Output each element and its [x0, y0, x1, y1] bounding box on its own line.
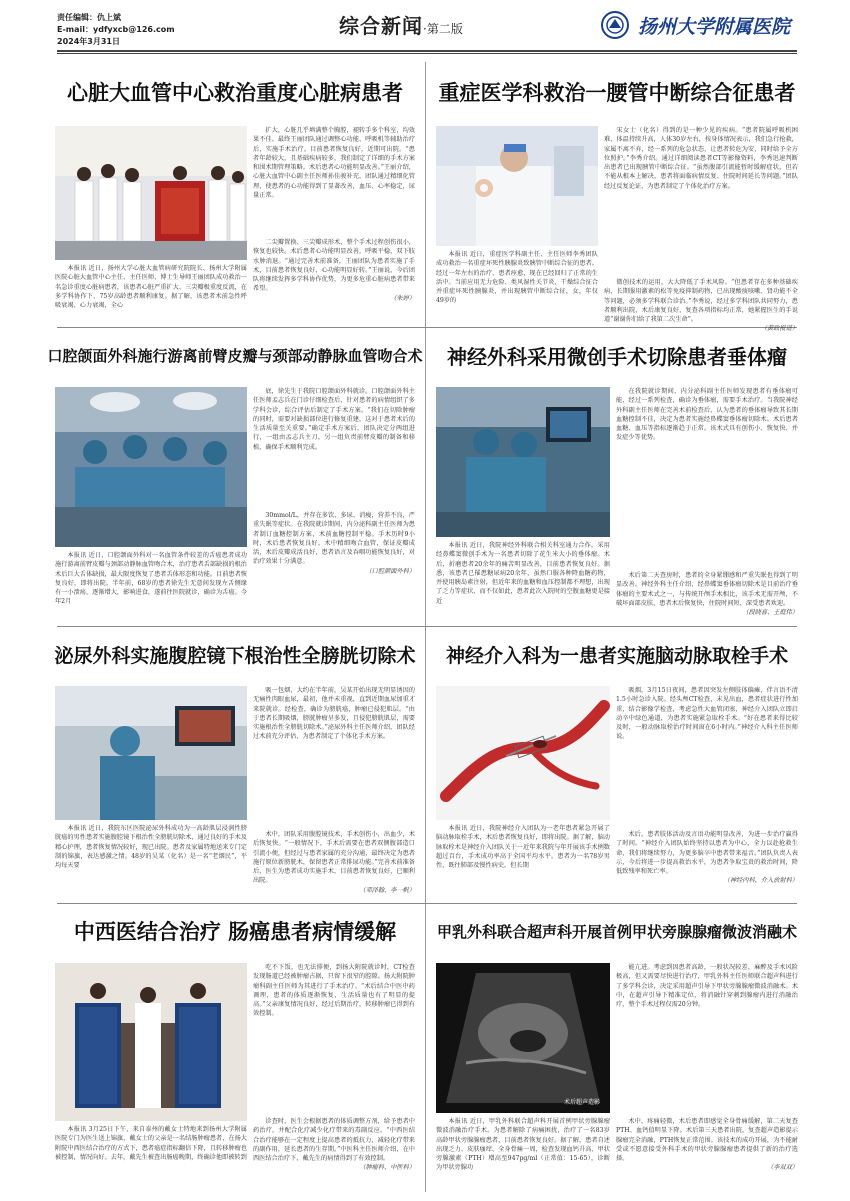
byline: （邓泽翰、李一帆）: [359, 886, 415, 894]
article-text-col: 本报讯 近日，扬州大学心脏大血管病研究院院长、扬州大学附属医院心脏大血管中心主任、主任医师、博士生导师王丽团队成功救治一名急诊重度心脏病患者，该患者心脏严重扩大、三尖瓣极重度反流，在多学科协作下，75岁高龄患者顺利康复。据了解，该患者术前急性呼吸衰竭、心力衰竭，全心: [55, 265, 247, 310]
article-heart-center: [55, 72, 415, 322]
article-text-col: 吸一包烟，大约在半年前，吴某开始出现无明显诱因的无痛性肉眼血尿，最初，他并未重视，直到近期血尿加重才来院就诊。经检查，确诊为膀胱癌，肿瘤已侵犯肌层。“由于患者长期吸烟，膀胱肿瘤呈多发，且侵犯膀胱肌层，需要实施根治性全膀胱切除术。”泌尿外科主任医师介绍，团队经过术前充分评估，为患者制定了个体化手术方案。: [253, 687, 415, 741]
article-photo: [55, 963, 247, 1121]
surgery-photo-icon: [55, 387, 247, 547]
byline: （李双双）: [767, 1164, 798, 1172]
byline: （朱婷）: [390, 294, 415, 302]
headline: 神经介入科为一患者实施脑动脉取栓手术: [445, 644, 788, 667]
article-text-col: 本报讯 近日，我院东区医院泌尿外科成功为一高龄肌层浸润性膀胱癌的男性患者实施腹腔镜下根治性全膀胱切除术，通过良好的手术及精心护理，患者恢复情况较好，现已出院。患者及家属特地送来专门定制的锦旗，表达感激之情。48岁的吴某（化名）是一名“老烟民”，平均每天要: [55, 825, 247, 870]
ultrasound-image-icon: [436, 963, 610, 1113]
article-photo: [436, 963, 610, 1113]
paper-logo: [600, 8, 790, 42]
headline: 甲乳外科联合超声科开展首例甲状旁腺腺瘤微波消融术: [436, 922, 797, 941]
headline: 神经外科采用微创手术切除患者垂体瘤: [447, 344, 787, 369]
paper-name: 扬州大学附属医院: [638, 15, 791, 38]
article-oral-surgery: [47, 335, 423, 623]
laparoscopy-photo-icon: [55, 686, 247, 820]
article-photo: [436, 387, 610, 537]
article-text-col: 术中，疼痛轻微，术后患者即感觉全身骨痛缓解，第二天复查PTH、血钙值明显下降。术后第三天患者出院，复查超声造影提示腺瘤完全消融，PTH恢复正常范围。该技术的成功开展，为不能耐受或不愿意接受外科手术的甲状旁腺腺瘤患者提供了新的治疗选择。 （李双双）: [616, 1118, 798, 1172]
byline: （神经内科、介入放射科）: [723, 877, 798, 885]
article-photo: [55, 686, 247, 820]
masthead-rule-thin: [57, 53, 797, 54]
article-text-col: 二尖瓣置换、三尖瓣成形术，整个手术过程创伤很小，恢复也较快。术后患者心功能明显改善，呼吸平稳，双下肢水肿消退。“通过完善术前准备，王丽团队为患者实施了手术，目前患者恢复良好，心功能明显好转。”王丽说，今后团队将继续发挥多学科协作优势，为更多危重心脏病患者带来希望。 （朱婷）: [253, 239, 415, 302]
article-photo: [436, 686, 610, 820]
article-photo: [55, 126, 247, 260]
section-title: 综合新闻·第二版: [339, 14, 463, 38]
masthead-info: [57, 12, 175, 48]
article-text-col: 诊查时，医生会根据患者的体质调整方剂，给予患者中药治疗，并配合化疗减少化疗带来的毒副反应。“中西医结合治疗能够在一定程度上提高患者的抵抗力，减轻化疗带来的副作用，延长患者的生存期。”中医科主任医师介绍，在中西医结合治疗下，戴先生的病情得到了有效控制。 （肿瘤科、中医科）: [253, 1118, 415, 1172]
photo-caption: 术后超声造影: [563, 1099, 600, 1106]
article-text-col: 宋女士（化名）得到的是一种少见的疾病。“患者院属呼吸机困难，体温持续升高，人体30岁左右，按身体情况表示，我们急行抢救，家属不离不弃，经一系列的危急状态，让患者转危为安，同时给予全方位照护。”李秀介绍。通过详细阅读患者CT等影像资料，李秀迅速判断出患者已出现胰管中断综合征。“虽然腹部引流能暂时缓解症状，但若不能从根本上解决，患者将面临病情反复、住院时间延长等问题。”团队经过反复论证，为患者制定了个体化治疗方案。: [604, 127, 798, 190]
headline: 中西医结合治疗 肠癌患者病情缓解: [73, 920, 397, 944]
article-text-col: 底，徐先生于我院口腔颌面外科就诊。口腔颌面外科主任医师孟志兵在门诊仔细检查后，针对患者的病情组织了多学科会诊，综合评估后制定了手术方案。“我们在切除肿瘤的同时，需要对缺损部位进行修复重建，这对于患者术后的生活质量至关重要。”确定手术方案后，团队决定分两组进行，一组由孟志兵主刀，另一组负责前臂皮瓣的制备和移植，确保手术顺利完成。: [253, 388, 415, 451]
byline: （段晓喜、王庭伟）: [742, 609, 798, 617]
article-text-col: 术后第二天查房时，患者的全身紧绷感和严重失眠也得到了明显改善。神经外科主任介绍，经鼻蝶窦垂体瘤切除术是目前治疗垂体瘤的主要术式之一，与传统开颅手术相比，该手术无需开颅，不破坏面部皮肤，患者术后恢复快，住院时间短，深受患者欢迎。 （段晓喜、王庭伟）: [616, 572, 798, 617]
headline: 口腔颌面外科施行游离前臂皮瓣与颈部动静脉血管吻合术: [47, 346, 423, 365]
article-text-col: 能亢进。考虑到因患者高龄，一般状况较差，麻醉及手术风险极高，但又需要尽快进行治疗，甲乳外科主任医师联合超声科进行了多学科会诊，决定采用超声引导下甲状旁腺腺瘤微波消融术。术中，在超声引导下精准定位，将消融针穿刺到腺瘤内进行消融治疗，整个手术过程仅需20分钟。: [616, 964, 798, 1009]
date-line: 2024年3月31日: [57, 37, 120, 46]
article-text-col: 微创技术的运用，大大降低了手术风险。“但患者存在多种基础疾病，长期服用激素的松等免疫抑制药物，已出现酸痰咳嗽、肾功能不全等问题，必须多学科联合诊治。”李秀说，经过多学科团队共同努力，患者顺利出院，术后康复良好，复查各项指标均正常，她紧握医生的手说道“谢谢你们给了我第二次生命”。 （黄政报道）: [604, 279, 798, 333]
article-text-col: 30mmol/L，并存在多饮、多尿、消瘦，营养不良，严重失眠等症状。在我院就诊期间，内分泌科副主任医师为患者制订血糖控制方案，术前血糖控制平稳。手术历时9小时，术后患者恢复良好。术中精细吻合血管，保证皮瓣成活，术后皮瓣成活良好，患者语言及吞咽功能恢复良好，对治疗效果十分满意。 （口腔颌面外科）: [253, 512, 415, 575]
masthead-rule: [57, 50, 797, 52]
article-neurosurgery: [436, 335, 798, 623]
article-text-col: 术中，团队采用腹腔镜技术，手术创伤小，出血少，术后恢复快。“一般情况下，手术后需要在患者双侧腹部造口引流小便，但经过与患者家属的充分沟通，最终决定为患者施行原位新膀胱术，保留患者正常排尿功能。”完善术前准备后，医生为患者成功实施手术，目前患者恢复良好，已顺利出院。 （邓泽翰、李一帆）: [253, 831, 415, 894]
article-thyroid-ablation: [436, 911, 798, 1193]
article-neurointervention: [436, 634, 798, 900]
banner-presentation-photo-icon: [55, 963, 247, 1121]
article-tcm-oncology: [55, 911, 415, 1193]
article-text-col: 吸烟，3月15日夜间，患者因突发左侧肢体偏瘫，伴言语不清1.5小时急诊入院。经头颅CT检查，未见出血，患者症状进行性加重，结合影像学检查，考虑急性大血管闭塞，神经介入团队立即启动卒中绿色通道，为患者实施紧急取栓手术。“好在患者来得比较及时，一般动脉取栓治疗时间窗在6小时内。”神经介入科主任医师说。: [616, 687, 798, 741]
byline: （肿瘤科、中医科）: [359, 1164, 415, 1172]
article-text-col: 吃不下饭，也无法排便，到扬大附院就诊时，CT检查发现肠道已经被肿瘤占据，只留下很窄的腔隙。扬大附院肿瘤科副主任医师为其进行了手术治疗。“术后结合中医中药调理，患者的体质逐渐恢复，生活质量也有了明显的提高。”父亲康复情况良好，经过后期治疗，转移肿瘤已得到有效控制。: [253, 964, 415, 1018]
article-text-col: 术后，患者肢体活动及言语功能明显改善，为进一步治疗赢得了时间。“神经介入团队始终坚持以患者为中心，全力以赴抢救生命，我们将继续努力，为更多脑卒中患者带来福音。”团队负责人表示，今后将进一步提高救治水平，为患者争取宝贵的救治时间，降低致残率和死亡率。 （神经内科、介入放射科）: [616, 831, 798, 885]
article-urology: [55, 634, 415, 900]
article-text-col: 本报讯 近日，口腔颌面外科对一名血管条件较差的舌癌患者成功施行游离前臂皮瓣与颈部动静脉血管吻合术，治疗患者舌部缺损的根治术后巨大舌体缺损，最大限度恢复了患者舌体形态和功能。目前患者恢复良好，即将出院。半年前，68岁的患者徐先生无意间发现左舌侧缘有一小溃疡，逐渐增大，影响进食，遂前往医院就诊，确诊为舌癌。今年2月: [55, 552, 247, 606]
email-line: E-mail：ydfyxcb@126.com: [57, 25, 175, 34]
article-icu: [436, 72, 798, 333]
article-text-col: 本报讯 3月25日下午，来自泰州的戴女士特地来到扬州大学附属医院专门为医生送上锦旗，戴女士的父亲是一名结肠肿瘤患者，在扬大附院中西医结合治疗的方式下，患者癌症指标翻倍下降，且转移肿瘤也被控制，情况向好。去年，戴先生被查出肠癌晚期，终确诊他即被转到: [55, 1126, 247, 1161]
ok-gesture-photo-icon: [436, 126, 598, 246]
article-text-col: 本报讯 近日，我院神经介入团队为一老年患者紧急开展了脑动脉取栓手术，术后患者恢复良好，即将出院。据了解，脑动脉取栓术是神经介入团队关于一近年来我院与年开展该手术例数超过百台，手术成功率高于全国平均水平。患者为一名78岁男性，既往肺部及慢性病史，但长期: [436, 825, 610, 870]
headline: 重症医学科救治一腰管中断综合征患者: [438, 81, 796, 105]
headline: 泌尿外科实施腹腔镜下根治性全膀胱切除术: [54, 644, 416, 667]
column-divider: [425, 62, 426, 1192]
byline: （黄政报道）: [760, 325, 798, 333]
university-emblem-icon: [600, 10, 630, 40]
byline: （口腔颌面外科）: [365, 567, 415, 575]
article-text-col: 本报讯 近日，甲乳外科联合超声科开展首例甲状旁腺腺瘤微波消融治疗手术。为患者解除了病痛困扰，治疗了一名83岁高龄甲状旁腺腺瘤患者，目前患者恢复良好。据了解，患者自述出现乏力、皮肤瘙痒、全身骨痛一周，检查发现血钙升高、甲状旁腺激素（PTH）增高至947pg/ml（正常值：15-65），诊断为甲状旁腺功: [436, 1118, 610, 1172]
row-divider: [57, 903, 797, 904]
article-text-col: 在我院就诊期间，内分泌科副主任医师发现患者有垂体瘤可能，经过一系列检查，确诊为垂体瘤，需要手术治疗。当我院神经外科副主任医师在完善术前检查后，认为患者的垂体瘤导致其长期血糖控制不佳，决定为患者实施经鼻蝶窦垂体瘤切除术。术后患者血糖、血压等指标逐渐趋于正常。该术式具有创伤小、恢复快、并发症少等优势。: [616, 388, 798, 442]
edition-label: ·第二版: [423, 22, 463, 36]
article-photo: [436, 126, 598, 246]
row-divider: [57, 626, 797, 627]
article-text-col: 本报讯 近日，我院神经外科联合相关科室通力合作，采用经鼻蝶窦微创手术为一名患者切除了花生米大小的垂体瘤。术后，折磨患者20余年的痛苦明显改善，目前患者恢复良好。据悉，该患者已罹患糖尿病20余年，虽然口服各种降血糖药物，并使用胰岛素注射，但近年来的血糖和血压控制都不理想，出现了乏力等症状，而不仅如此，患者此次入院时的空腹血糖更是接近: [436, 542, 610, 605]
operating-room-photo-icon: [436, 387, 610, 537]
article-photo: [55, 387, 247, 547]
thrombus-retrieval-icon: [436, 686, 610, 820]
article-text-col: 本报讯 近日，重症医学科副主任、主任医师李秀团队成功救治一名重症坏死性胰腺炎致胰管中断综合征的患者。经过一年左右的治疗，患者痊愈，现在已经回归了正常的生活中。当前应用无力危险、类风湿性关节炎、干燥综合征合并重症坏死性胰腺炎，并出现胰管中断综合征，女，年仅49岁的: [436, 251, 598, 305]
editor-line: 责任编辑：仇上斌: [57, 13, 121, 22]
article-text-col: 扩大，心脏几乎填满整个胸腔，褪转手多个科室，均效果不佳。最终王丽团队通过调整心功能、呼吸机等辅助治疗后，实施手术治疗。目前患者恢复良好，近期可出院。“患者年龄较大，且基础疾病较多，我们制定了详细的手术方案和围术期管理策略。术后患者心功能明显改善。”王丽介绍，心脏大血管中心副主任医师孙佳骏补充，团队通过精细化管理，使患者的心功能得到了显著改善，血压、心率稳定，尿量正常。: [253, 127, 415, 200]
doctors-photo-icon: [55, 126, 247, 260]
headline: 心脏大血管中心救治重度心脏病患者: [67, 81, 403, 105]
masthead: [0, 0, 850, 52]
